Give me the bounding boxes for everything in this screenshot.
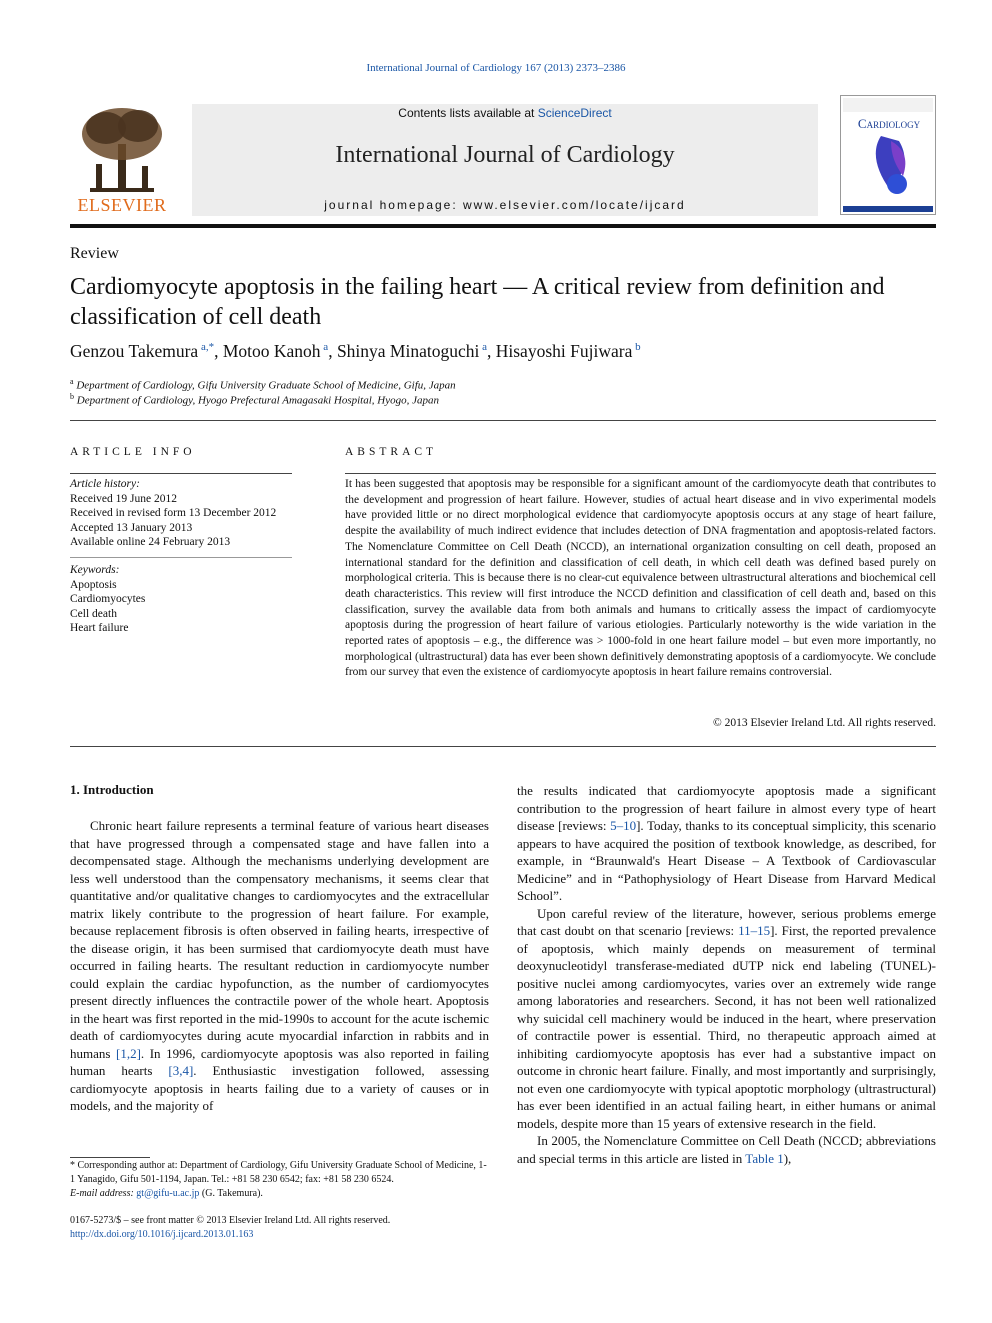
header-divider xyxy=(70,224,936,228)
history-revised: Received in revised form 13 December 2012 xyxy=(70,507,277,519)
body-paragraph: the results indicated that cardiomyocyte apoptosis made a significant contribution to the progression of heart failure in almost every type of heart disease [reviews: 5–10]. Today, thanks to its conceptual simplicity, this scenario appears to have acquired the position of textbook knowledge, as described, for example, in “Braunwald's Heart Disease – A Textbook of Cardiovascular Medicine” and in “Pathophysiology of Heart Disease from Harvard Medical School”. xyxy=(517,783,936,903)
issn-block xyxy=(70,1214,570,1242)
author-affiliation-marker[interactable]: a xyxy=(482,341,487,354)
sciencedirect-link[interactable]: ScienceDirect xyxy=(537,106,612,120)
author-affiliation-marker[interactable]: a,* xyxy=(200,341,215,354)
issn-text: 0167-5273/$ – see front matter © 2013 Elsevier Ireland Ltd. All rights reserved. xyxy=(70,1215,391,1226)
keywords-label: Keywords: xyxy=(70,564,120,576)
heart-illustration-icon xyxy=(841,96,935,214)
elsevier-wordmark: ELSEVIER xyxy=(77,195,167,215)
body-paragraph: Upon careful review of the literature, however, serious problems emerge that cast doubt on that scenario [reviews: 11–15]. First, the reported prevalence of apoptosis, which mainly depends on measurement of terminal deoxynucleotidyl transferase-mediated dUTP nick end labeling (TUNEL)-positive nuclei among cardiomyocytes, varies over an extremely wide range among laboratories and researchers. Second, it has not been well rationalized why suicidal cell machinery would be induced in the heart, where preservation of contractile power is essential. Third, no therapeutic approach aimed at inhibiting cardiomyocyte apoptosis has ever had a substantive impact on outcome in chronic heart failure. Finally, and most importantly and surprisingly, not even one cardiomyocyte with typical apoptotic morphology (ultrastructural) has ever been identified in an actual failing heart, in either humans or animal models, despite more than 15 years of extensive research in the field. xyxy=(517,905,936,1131)
journal-cover-image[interactable] xyxy=(840,95,936,215)
body-paragraph: Chronic heart failure represents a terminal feature of various heart diseases that have progressed through a compensated stage and have fallen into a decompensated stage. Although the mechanisms underlying development are less well understood than the compensatory mechanisms, it seems clear that quantitative and/or qualitative changes to cardiomyocytes and the extracellular matrix likely contribute to the progression of heart failure. For example, because replacement fibrosis is often observed in failing hearts, irrespective of the disease origin, it has been surmised that cardiomyocyte death must have occurred in failing hearts. The resultant reduction in cardiomyocyte number could explain the cardiac hypofunction, as the number of cardiomyocytes present directly influences the contractile power of the whole heart. Apoptosis in the heart was first reported in the mid-1990s to account for the acute ischemic death of cardiomyocytes during acute myocardial infarction in rabbits and in humans [1,2]. In 1996, cardiomyocyte apoptosis was also reported in failing human hearts [3,4]. Enthusiastic investigation followed, assessing cardiomyocyte apoptosis in hearts failing due to a variety of causes or in models, and the majority of xyxy=(70,818,489,1113)
keyword[interactable]: Apoptosis xyxy=(70,578,117,591)
divider xyxy=(70,557,292,558)
article-title: Cardiomyocyte apoptosis in the failing heart — A critical review from definition and classification of cell death xyxy=(70,274,885,330)
article-history xyxy=(70,477,292,550)
keyword[interactable]: Cardiomyocytes xyxy=(70,593,146,605)
reference-link[interactable]: [1,2] xyxy=(115,1045,141,1061)
body-paragraph: In 2005, the Nomenclature Committee on Cell Death (NCCD; abbreviations and special terms in this article are listed in Table 1), xyxy=(517,1133,936,1166)
affiliation-a: $^a$ Department of Cardiology, Gifu University Graduate School of Medicine, Gifu, Japan xyxy=(70,377,456,392)
author-email-link[interactable]: gt@gifu-u.ac.jp xyxy=(136,1188,200,1199)
author-affiliation-marker[interactable]: b xyxy=(635,341,641,354)
body-column-left xyxy=(70,817,489,1115)
article-info-heading: ARTICLE INFO xyxy=(70,446,196,458)
keyword[interactable]: Cell death xyxy=(70,607,117,620)
author-name[interactable]: Shinya Minatoguchi xyxy=(336,341,480,361)
contents-available-line: Contents lists available at ScienceDirect xyxy=(398,106,612,120)
abstract-copyright: © 2013 Elsevier Ireland Ltd. All rights reserved. xyxy=(712,717,936,729)
body-column-right xyxy=(517,782,936,1167)
author-list: Genzou Takemura $^{a,*}$, Motoo Kanoh $^a$, Shinya Minatoguchi $^a$, Hisayoshi Fujiwara $^b$ xyxy=(70,341,641,361)
author-name[interactable]: Motoo Kanoh xyxy=(222,341,321,361)
journal-title: International Journal of Cardiology xyxy=(335,142,675,168)
corresponding-author-footnote xyxy=(70,1159,489,1201)
section-heading-introduction: 1. Introduction xyxy=(70,782,154,797)
reference-link[interactable]: 11–15 xyxy=(738,923,771,938)
abstract-heading: ABSTRACT xyxy=(345,446,438,458)
divider xyxy=(70,420,936,421)
reference-link[interactable]: 5–10 xyxy=(610,818,637,833)
author-name[interactable]: Genzou Takemura xyxy=(70,341,199,361)
email-line: E-mail address: gt@gifu-u.ac.jp (G. Takemura). xyxy=(70,1188,263,1199)
history-online: Available online 24 February 2013 xyxy=(70,536,231,548)
journal-citation-link[interactable]: International Journal of Cardiology 167 (2013) 2373–2386 xyxy=(366,62,626,74)
divider xyxy=(345,473,936,474)
table-link[interactable]: Table 1 xyxy=(745,1150,784,1166)
abstract-text: It has been suggested that apoptosis may be responsible for a significant amount of the cardiomyocyte death that contributes to the development and progression of heart failure. However, studies of actual heart disease and in vivo experimental models have provided little or no direct morphological evidence that cardiomyocyte apoptosis occurs at any stage of heart failure, despite the availability of much indirect evidence that includes detection of DNA fragmentation and apoptosis-related factors. The Nomenclature Committee on Cell Death (NCCD), an international organization consulting on cell death, proposed an international standard for the definition and classification of cell death, in which cell death was defined based purely on morphological criteria. This is because there is no clear-cut equivalence between ultrastructural alterations and biochemical cell death characteristics. This review will first introduce the NCCD definition and classification of cell death and, based on this classification, survey the available data from both animals and humans to critically assess the impact of cardiomyocyte apoptosis during the progression of heart failure of various etiologies. Particularly noteworthy is the wide variation in the reported rates of apoptosis – e.g., the difference was > 1000-fold in one heart failure model – but even more importantly, no morphological (ultrastructural) data has ever been shown definitively demonstrating apoptosis of a cardiomyocyte. We conclude from our survey that even the existence of cardiomyocyte apoptosis in heart failure remains controversial. xyxy=(345,478,936,679)
history-accepted: Accepted 13 January 2013 xyxy=(70,521,193,534)
keyword[interactable]: Heart failure xyxy=(70,622,129,634)
doi-link[interactable]: http://dx.doi.org/10.1016/j.ijcard.2013.01.163 xyxy=(70,1229,254,1240)
elsevier-logo[interactable] xyxy=(70,104,174,216)
journal-homepage-link[interactable]: journal homepage: www.elsevier.com/locate/ijcard xyxy=(324,198,686,212)
reference-link[interactable]: [3,4] xyxy=(168,1063,194,1078)
cover-title: Cardiology xyxy=(857,116,921,131)
history-label: Article history: xyxy=(70,478,140,490)
footnote-divider xyxy=(70,1157,150,1158)
keywords-block xyxy=(70,563,292,636)
history-received: Received 19 June 2012 xyxy=(70,492,177,505)
article-type: Review xyxy=(70,245,119,262)
divider xyxy=(70,473,292,474)
author-name[interactable]: Hisayoshi Fujiwara xyxy=(495,341,633,361)
corresponding-author-text: * Corresponding author at: Department of Cardiology, Gifu University Graduate School of Medicine, 1-1 Yanagido, Gifu 501-1194, Japan. Tel.: +81 58 230 6542; fax: +81 58 230 6524. xyxy=(70,1160,487,1185)
author-affiliation-marker[interactable]: a xyxy=(323,341,329,354)
divider xyxy=(70,746,936,747)
affiliation-b: $^b$ Department of Cardiology, Hyogo Prefectural Amagasaki Hospital, Hyogo, Japan xyxy=(70,392,439,407)
elsevier-tree-icon xyxy=(70,104,174,196)
